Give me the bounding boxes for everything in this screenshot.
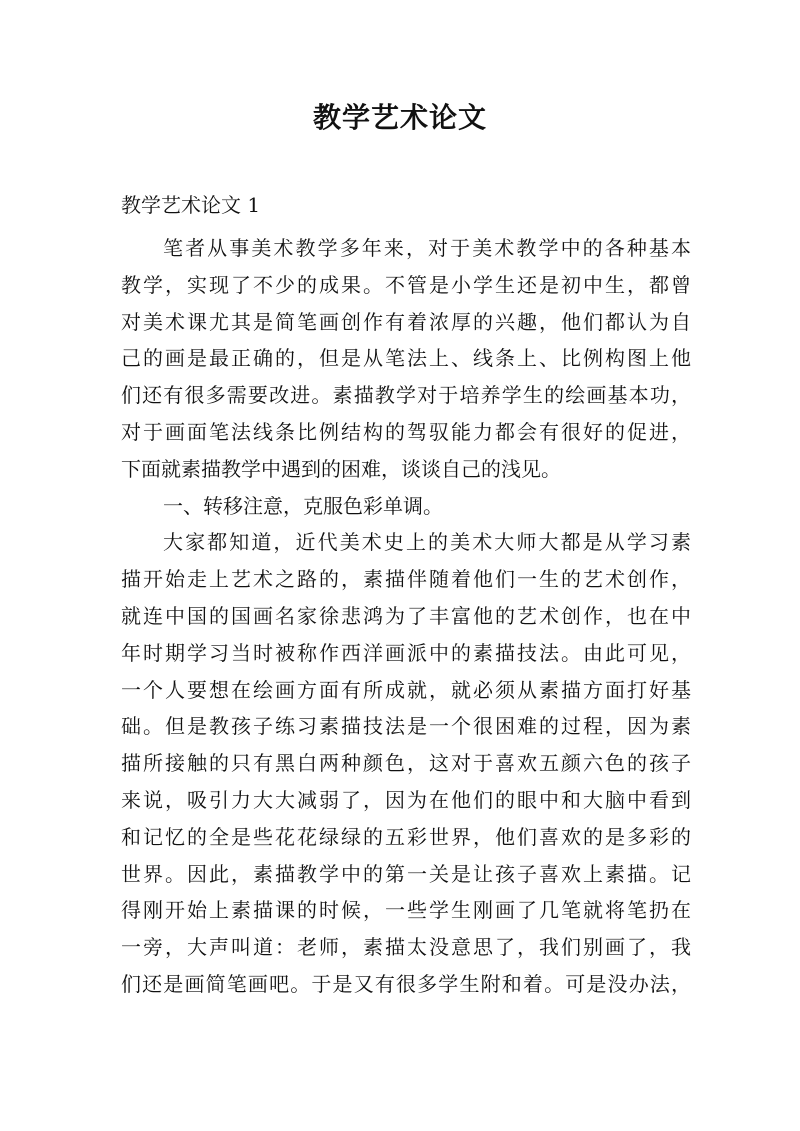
paragraph-line: 描开始走上艺术之路的，素描伴随着他们一生的艺术创作，	[121, 567, 691, 592]
paragraph-line: 一旁，大声叫道：老师，素描太没意思了，我们别画了，我	[121, 935, 691, 960]
paragraph-line: 对于画面笔法线条比例结构的驾驭能力都会有很好的促进，	[121, 419, 691, 444]
paragraph-line: 就连中国的国画名家徐悲鸿为了丰富他的艺术创作，也在中	[121, 603, 691, 628]
paragraph-line: 大家都知道，近代美术史上的美术大师大都是从学习素	[163, 530, 691, 555]
paragraph-line: 一个人要想在绘画方面有所成就，就必须从素描方面打好基	[121, 677, 691, 702]
paragraph-line: 和记忆的全是些花花绿绿的五彩世界，他们喜欢的是多彩的	[121, 824, 691, 849]
paragraph-line: 们还是画简笔画吧。于是又有很多学生附和着。可是没办法，	[121, 971, 691, 996]
paragraph-line: 世界。因此，素描教学中的第一关是让孩子喜欢上素描。记	[121, 861, 691, 886]
paragraph-line: 们还有很多需要改进。素描教学对于培养学生的绘画基本功，	[121, 383, 691, 408]
paragraph-line: 础。但是教孩子练习素描技法是一个很困难的过程，因为素	[121, 714, 691, 739]
document-body	[121, 230, 691, 1003]
section-heading: 教学艺术论文 1	[121, 193, 261, 217]
paragraph-line: 笔者从事美术教学多年来，对于美术教学中的各种基本	[163, 236, 691, 260]
document-title: 教学艺术论文	[312, 101, 487, 134]
paragraph-line: 对美术课尤其是简笔画创作有着浓厚的兴趣，他们都认为自	[121, 309, 691, 334]
paragraph-line: 得刚开始上素描课的时候，一些学生刚画了几笔就将笔扔在	[121, 898, 691, 923]
paragraph-line: 教学，实现了不少的成果。不管是小学生还是初中生，都曾	[121, 272, 691, 297]
paragraph-line: 下面就素描教学中遇到的困难，谈谈自己的浅见。	[121, 456, 561, 481]
paragraph-line: 年时期学习当时被称作西洋画派中的素描技法。由此可见，	[121, 640, 691, 665]
paragraph-line: 描所接触的只有黑白两种颜色，这对于喜欢五颜六色的孩子	[121, 751, 691, 776]
subheading-line: 一、转移注意，克服色彩单调。	[163, 493, 443, 518]
paragraph-line: 己的画是最正确的，但是从笔法上、线条上、比例构图上他	[121, 346, 691, 371]
paragraph-line: 来说，吸引力大大减弱了，因为在他们的眼中和大脑中看到	[121, 787, 691, 812]
